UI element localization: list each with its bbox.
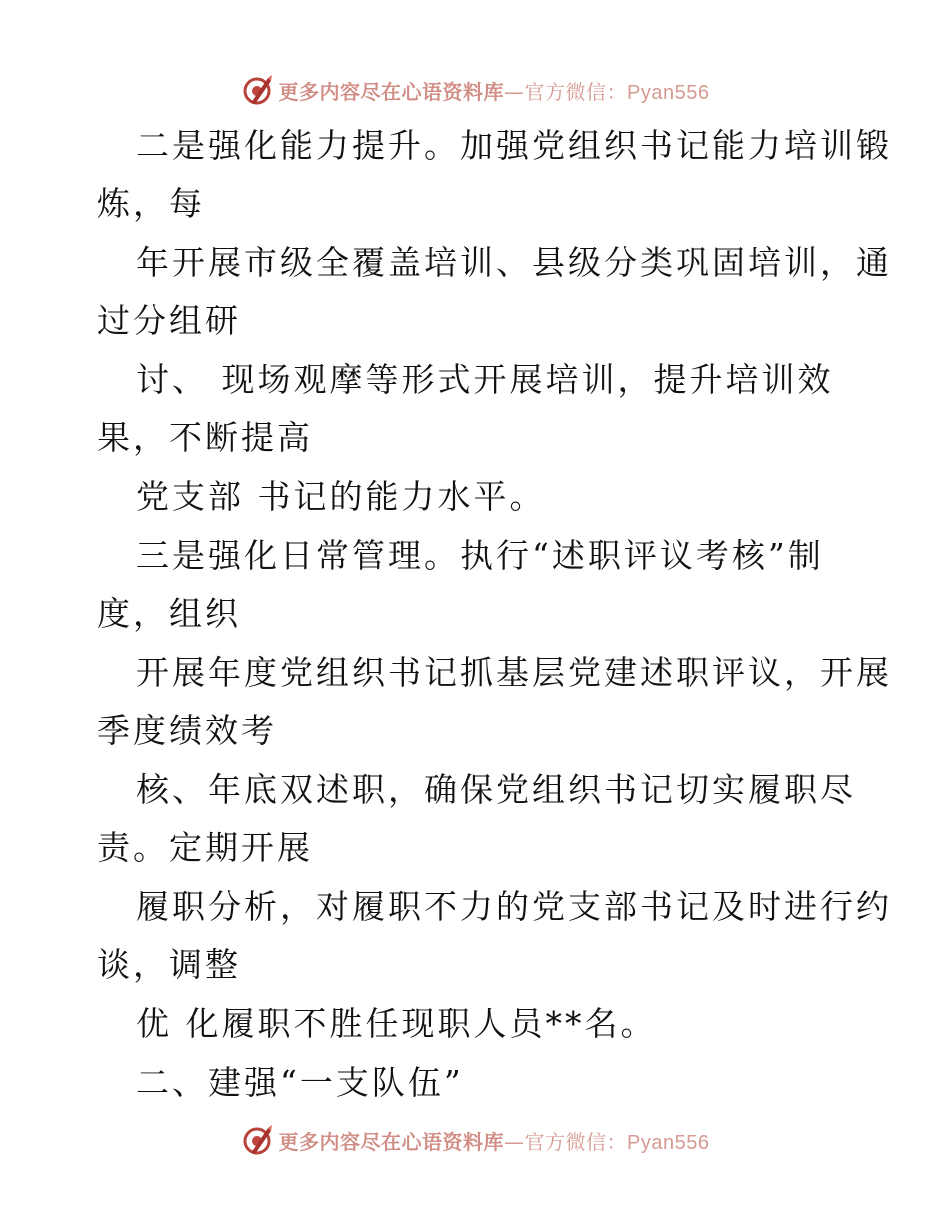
watermark-wechat-id: Pyan556: [627, 81, 710, 104]
paragraph-line: 三是强化日常管理。执行“述职评议考核”制: [136, 536, 824, 575]
paragraph-line: 谈，调整: [97, 945, 241, 984]
section-heading: 二、建强“一支队伍”: [136, 1063, 464, 1102]
paragraph-line: 讨、 现场观摩等形式开展培训，提升培训效: [136, 360, 834, 399]
paragraph-line: 度，组织: [97, 594, 241, 633]
paragraph-line: 年开展市级全覆盖培训、县级分类巩固培训，通: [136, 243, 892, 282]
paragraph-line: 责。定期开展: [97, 828, 313, 867]
paragraph-line: 炼，每: [97, 184, 205, 223]
watermark-text: [279, 1126, 710, 1155]
watermark-wechat-id: Pyan556: [627, 1131, 710, 1154]
quill-logo-icon: [241, 1123, 275, 1157]
watermark-main-text: 更多内容尽在心语资料库: [278, 79, 505, 104]
paragraph-line: 过分组研: [97, 301, 241, 340]
watermark-main-text: 更多内容尽在心语资料库: [278, 1129, 505, 1154]
paragraph-line: 二是强化能力提升。加强党组织书记能力培训锻: [136, 126, 892, 165]
watermark-separator-text: —官方微信：: [504, 1129, 628, 1154]
watermark-footer: [0, 1122, 950, 1158]
watermark-separator-text: —官方微信：: [504, 79, 628, 104]
paragraph-line: 核、年底双述职，确保党组织书记切实履职尽: [136, 770, 856, 809]
paragraph-line: 果，不断提高: [97, 418, 313, 457]
paragraph-line: 履职分析，对履职不力的党支部书记及时进行约: [136, 887, 892, 926]
paragraph-line: 季度绩效考: [97, 711, 277, 750]
paragraph-line: 优 化履职不胜任现职人员**名。: [136, 1004, 657, 1043]
paragraph-line: 党支部 书记的能力水平。: [136, 477, 546, 516]
paragraph-line: 开展年度党组织书记抓基层党建述职评议，开展: [136, 653, 892, 692]
